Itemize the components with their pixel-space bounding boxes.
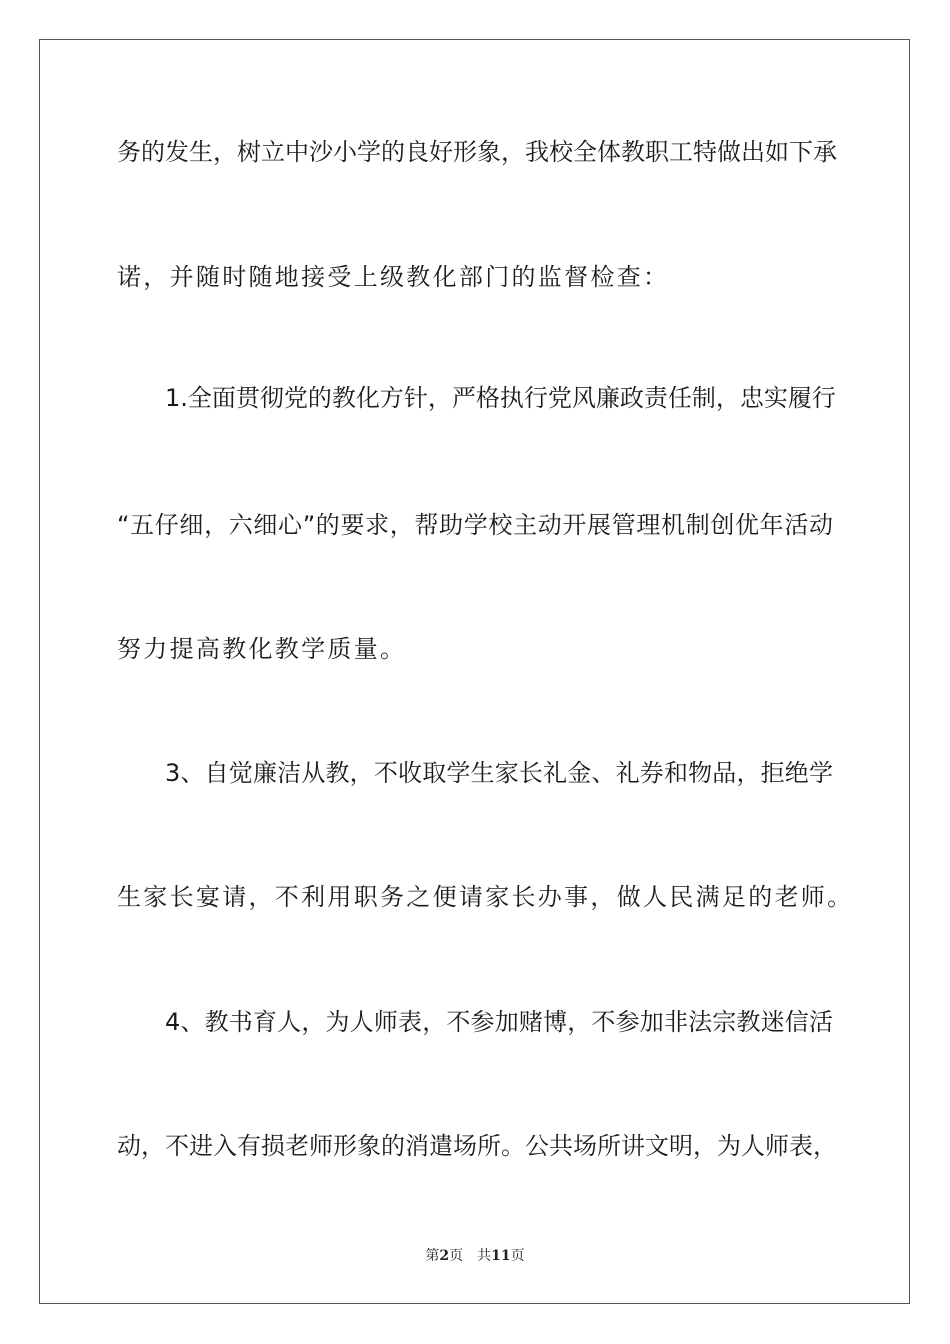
body-text-line-6: 3、自觉廉洁从教，不收取学生家长礼金、礼券和物品，拒绝学: [165, 759, 833, 787]
footer-total-prefix: 共: [477, 1248, 492, 1264]
body-text-line-7: 生家长宴请，不利用职务之便请家长办事，做人民满足的老师。: [117, 883, 854, 911]
footer-total-suffix: 页: [510, 1248, 525, 1264]
body-text-line-2: 诺，并随时随地接受上级教化部门的监督检查：: [117, 263, 670, 291]
body-text-line-9: 动，不进入有损老师形象的消遣场所。公共场所讲文明，为人师表，: [117, 1132, 837, 1160]
footer-total-pages: 11: [491, 1248, 511, 1264]
footer-page-suffix: 页: [449, 1248, 464, 1264]
footer-page-number: 2: [439, 1248, 450, 1264]
body-text-line-4: “五仔细，六细心”的要求，帮助学校主动开展管理机制创优年活动: [117, 511, 833, 539]
body-text-line-8: 4、教书育人，为人师表，不参加赌博，不参加非法宗教迷信活: [165, 1008, 833, 1036]
body-text-line-3: 1.全面贯彻党的教化方针，严格执行党风廉政责任制，忠实履行: [165, 384, 836, 412]
page-border: [39, 39, 910, 1304]
body-text-line-5: 努力提高教化教学质量。: [117, 635, 407, 663]
footer-page-prefix: 第: [425, 1248, 440, 1264]
body-text-line-1: 务的发生，树立中沙小学的良好形象，我校全体教职工特做出如下承: [117, 138, 837, 166]
page-footer: [0, 1247, 950, 1265]
